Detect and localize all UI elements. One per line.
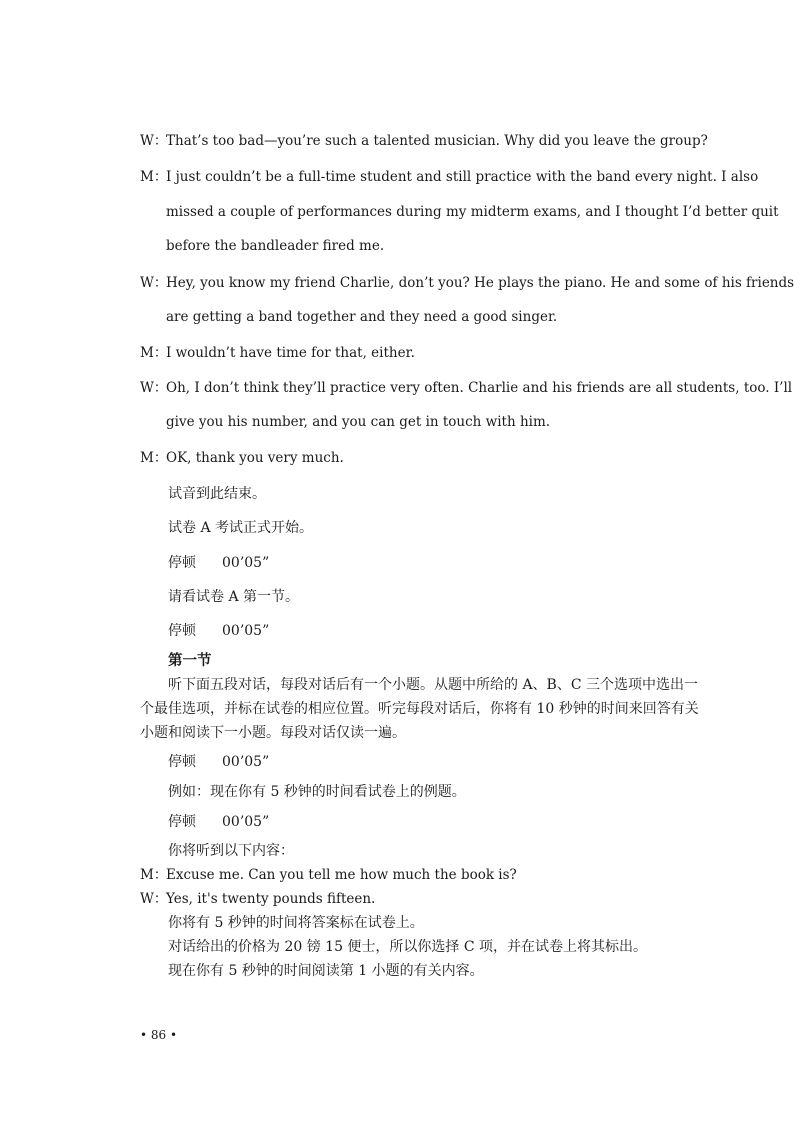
read-question-text: 现在你有 5 秒钟的时间阅读第 1 小题的有关内容。: [168, 963, 484, 979]
speaker-label: W：: [140, 133, 168, 149]
dialogue-line: Oh, I don’t think they’ll practice very often. Charlie and his friends are all students, too. I’ll: [166, 380, 793, 396]
dialogue-line: That’s too bad—you’re such a talented musician. Why did you leave the group?: [166, 133, 708, 149]
speaker-label: M：: [140, 867, 168, 883]
instruction-line: 听下面五段对话，每段对话后有一个小题。从题中所给的 A、B、C 三个选项中选出一: [168, 677, 699, 693]
paper-a-start-text: 试卷 A 考试正式开始。: [168, 520, 314, 536]
dialogue-line: I wouldn’t have time for that, either.: [166, 345, 415, 361]
dialogue-line: OK, thank you very much.: [166, 450, 344, 466]
pause-label: 停顿: [168, 754, 196, 770]
page-number: • 86 •: [140, 1028, 178, 1042]
dialogue-line: give you his number, and you can get in touch with him.: [166, 414, 551, 430]
pause-marker: [168, 753, 269, 771]
dialogue-line: Hey, you know my friend Charlie, don’t you? He plays the piano. He and some of his friends: [166, 275, 795, 291]
speaker-label: W：: [140, 275, 168, 291]
pause-label: 停顿: [168, 814, 196, 830]
pause-time: 00’05”: [222, 814, 270, 830]
explanation-text: 对话给出的价格为 20 镑 15 便士，所以你选择 C 项，并在试卷上将其标出。: [168, 939, 648, 955]
speaker-label: M：: [140, 450, 168, 466]
pause-marker: [168, 813, 269, 831]
pause-time: 00’05”: [222, 623, 270, 639]
speaker-label: W：: [140, 380, 168, 396]
trial-end-text: 试音到此结束。: [168, 486, 266, 502]
see-section-text: 请看试卷 A 第一节。: [168, 589, 300, 605]
example-dialogue-line: Yes, it's twenty pounds fifteen.: [166, 891, 376, 907]
dialogue-line: I just couldn’t be a full-time student and still practice with the band every night. I also: [166, 169, 759, 185]
example-prompt: 例如：现在你有 5 秒钟的时间看试卷上的例题。: [168, 784, 466, 800]
pause-marker: [168, 622, 269, 640]
mark-answer-text: 你将有 5 秒钟的时间将答案标在试卷上。: [168, 915, 424, 931]
pause-time: 00’05”: [222, 754, 270, 770]
example-dialogue-line: Excuse me. Can you tell me how much the book is?: [166, 867, 517, 883]
speaker-label: M：: [140, 345, 168, 361]
pause-time: 00’05”: [222, 555, 270, 571]
dialogue-line: missed a couple of performances during my midterm exams, and I thought I’d better quit: [166, 204, 779, 220]
speaker-label: M：: [140, 169, 168, 185]
speaker-label: W：: [140, 891, 168, 907]
pause-label: 停顿: [168, 623, 196, 639]
dialogue-line: are getting a band together and they need a good singer.: [166, 309, 558, 325]
dialogue-line: before the bandleader fired me.: [166, 238, 385, 254]
pause-marker: [168, 554, 269, 572]
will-hear-text: 你将听到以下内容：: [168, 843, 294, 859]
instruction-line: 个最佳选项，并标在试卷的相应位置。听完每段对话后，你将有 10 秒钟的时间来回答有关: [140, 701, 699, 717]
instruction-line: 小题和阅读下一小题。每段对话仅读一遍。: [140, 725, 406, 741]
pause-label: 停顿: [168, 555, 196, 571]
section-heading: 第一节: [168, 652, 212, 669]
